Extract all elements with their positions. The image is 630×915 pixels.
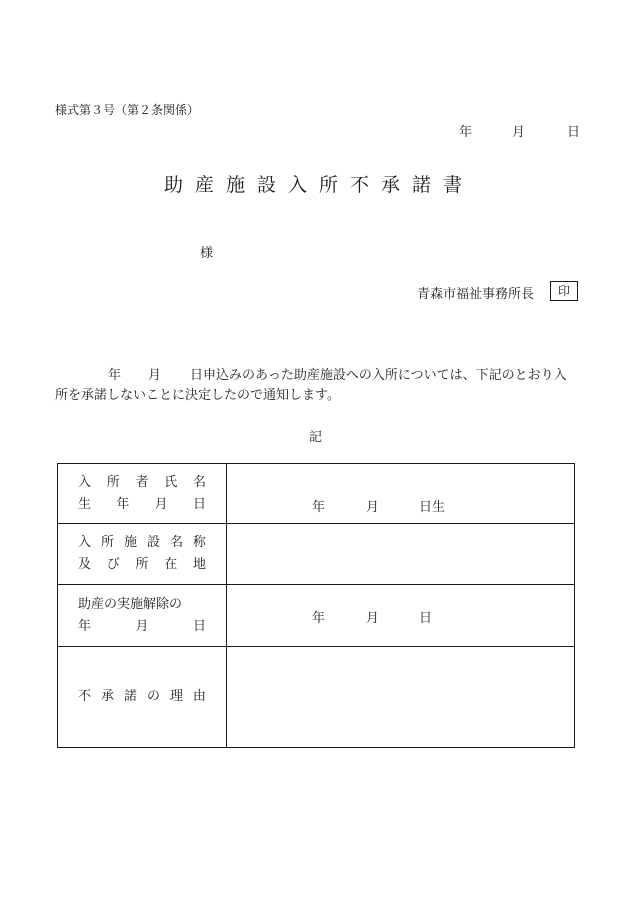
termination-year-label: 年 (312, 611, 326, 626)
label-char: 氏 (164, 474, 178, 490)
label-char: 所 (135, 557, 149, 572)
label-char: 月 (154, 496, 168, 512)
label-char: 入 (78, 474, 92, 490)
label-char: 名 (169, 535, 183, 550)
form-number: 様式第３号（第２条関係） (55, 103, 200, 117)
termination-month-label: 月 (366, 611, 380, 626)
label-char: 地 (192, 557, 206, 572)
document-title: 助産施設入所不承諾書 (163, 174, 474, 196)
addressee-suffix: 様 (200, 246, 214, 261)
table-row-termination-date (58, 585, 575, 647)
label-facility-name (78, 534, 206, 552)
label-birth-date (78, 496, 206, 514)
label-char: 在 (164, 557, 178, 572)
label-char: び (106, 557, 120, 572)
birth-year-label: 年 (312, 500, 326, 515)
label-char: 生 (78, 496, 92, 512)
issuer-name: 青森市福祉事務所長 (417, 287, 535, 302)
label-reason (78, 688, 206, 706)
value-cell-applicant[interactable] (227, 464, 575, 524)
label-char: 施 (123, 535, 137, 550)
label-char: 承 (100, 689, 114, 704)
label-cell-termination (58, 585, 227, 647)
label-char: 理 (169, 689, 183, 704)
label-char: 設 (146, 535, 160, 550)
label-char: 所 (100, 535, 114, 550)
body-year-label: 年 (108, 368, 122, 383)
label-char: 及 (78, 557, 92, 572)
label-applicant-name (78, 474, 206, 492)
label-char: 月 (135, 618, 149, 634)
date-day-label: 日 (567, 125, 581, 140)
label-char: の (146, 689, 160, 704)
info-table (57, 463, 575, 748)
table-row-reason (58, 647, 575, 748)
label-char: 諾 (123, 689, 137, 704)
label-char: 称 (192, 535, 206, 550)
body-line-2: 所を承諾しないことに決定したので通知します。 (55, 388, 340, 403)
value-cell-facility[interactable] (227, 524, 575, 585)
label-termination-line2 (78, 618, 206, 636)
label-char: 所 (106, 474, 120, 490)
label-char: 日 (192, 496, 206, 512)
termination-day-label: 日 (419, 611, 433, 626)
label-char: 年 (78, 618, 92, 634)
birth-month-label: 月 (366, 500, 380, 515)
body-line-1: 日申込みのあった助産施設への入所については、下記のとおり入 (190, 368, 567, 383)
value-cell-reason[interactable] (227, 647, 575, 748)
label-cell-facility (58, 524, 227, 585)
table-row-applicant (58, 464, 575, 524)
table-row-facility (58, 524, 575, 585)
label-cell-reason (58, 647, 227, 748)
body-month-label: 月 (148, 368, 162, 383)
label-char: 日 (192, 618, 206, 634)
label-char: 由 (192, 689, 206, 704)
label-char: 者 (135, 474, 149, 490)
label-char: 年 (116, 496, 130, 512)
label-char: 名 (192, 474, 206, 490)
birth-day-label: 日生 (419, 500, 446, 515)
label-char: 入 (78, 535, 92, 550)
label-facility-address (78, 556, 206, 574)
date-month-label: 月 (512, 125, 526, 140)
seal-box: 印 (550, 281, 578, 301)
value-cell-termination[interactable] (227, 585, 575, 647)
date-year-label: 年 (459, 125, 473, 140)
label-termination-line1: 助産の実施解除の (78, 596, 183, 612)
label-char: 不 (78, 689, 92, 704)
ki-heading: 記 (309, 430, 323, 445)
label-cell-applicant (58, 464, 227, 524)
